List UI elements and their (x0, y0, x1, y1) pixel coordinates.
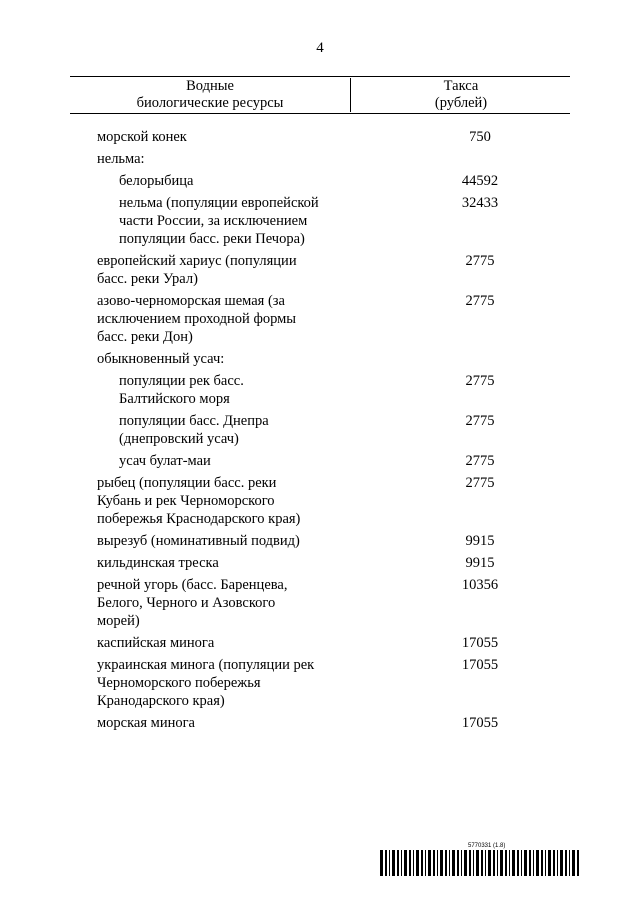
resource-name: белорыбица (119, 173, 194, 189)
tax-value: 2775 (465, 475, 495, 491)
resource-name: речной угорь (басс. Баренцева, Белого, Черного и Азовского морей) (97, 577, 288, 629)
table-row (70, 656, 570, 710)
table-row (70, 150, 570, 168)
table-row (70, 172, 570, 190)
tax-value: 2775 (465, 373, 495, 389)
table-row (70, 194, 570, 248)
resource-name: обыкновенный усач: (97, 351, 225, 367)
tax-value: 2775 (465, 413, 495, 429)
tax-value: 2775 (465, 253, 495, 269)
tax-value: 9915 (465, 533, 495, 549)
table-row (70, 714, 570, 732)
table-row (70, 372, 570, 408)
resource-name: рыбец (популяции басс. реки Кубань и рек Черноморского побережья Краснодарского края) (97, 475, 301, 527)
resource-name: каспийская минога (97, 635, 215, 651)
table-row (70, 554, 570, 572)
header-tax-line2: (рублей) (434, 95, 488, 111)
document-code: 5770331 (1.8) (468, 843, 506, 849)
resource-name: морской конек (97, 129, 187, 145)
tax-value: 750 (469, 129, 491, 145)
table-body (70, 128, 570, 736)
table-row (70, 292, 570, 346)
resource-name: европейский хариус (популяции басс. реки Урал) (97, 253, 297, 287)
header-resources (70, 78, 350, 112)
tax-value: 17055 (461, 635, 499, 651)
table-row (70, 452, 570, 470)
tax-value: 2775 (465, 453, 495, 469)
resource-name: усач булат-маи (119, 453, 211, 469)
barcode (380, 850, 580, 876)
table-header (70, 76, 570, 114)
resource-name: морская минога (97, 715, 195, 731)
table-row (70, 532, 570, 550)
tax-value: 17055 (461, 657, 499, 673)
tax-value: 44592 (461, 173, 499, 189)
tax-value: 32433 (461, 195, 499, 211)
resource-name: вырезуб (номинативный подвид) (97, 533, 300, 549)
page-number: 4 (316, 40, 324, 56)
tax-value: 2775 (465, 293, 495, 309)
table-row (70, 576, 570, 630)
header-resources-line2: биологические ресурсы (136, 95, 284, 111)
table-row (70, 128, 570, 146)
table-row (70, 634, 570, 652)
table-row (70, 474, 570, 528)
table-row (70, 412, 570, 448)
resource-name: нельма: (97, 151, 145, 167)
tax-value: 17055 (461, 715, 499, 731)
resource-name: нельма (популяции европейской части России, за исключением популяции басс. реки Печора) (119, 195, 319, 247)
header-tax (350, 78, 571, 112)
resource-name: популяции рек басс. Балтийского моря (119, 373, 244, 407)
table-row (70, 252, 570, 288)
tax-value: 10356 (461, 577, 499, 593)
tax-value: 9915 (465, 555, 495, 571)
table-row (70, 350, 570, 368)
resource-name: кильдинская треска (97, 555, 219, 571)
resource-name: азово-черноморская шемая (за исключением проходной формы басс. реки Дон) (97, 293, 297, 345)
resource-name: популяции басс. Днепра (днепровский усач) (119, 413, 269, 447)
header-tax-line1: Такса (443, 78, 479, 94)
header-resources-line1: Водные (186, 78, 234, 94)
resource-name: украинская минога (популяции рек Черноморского побережья Кранодарского края) (97, 657, 315, 709)
